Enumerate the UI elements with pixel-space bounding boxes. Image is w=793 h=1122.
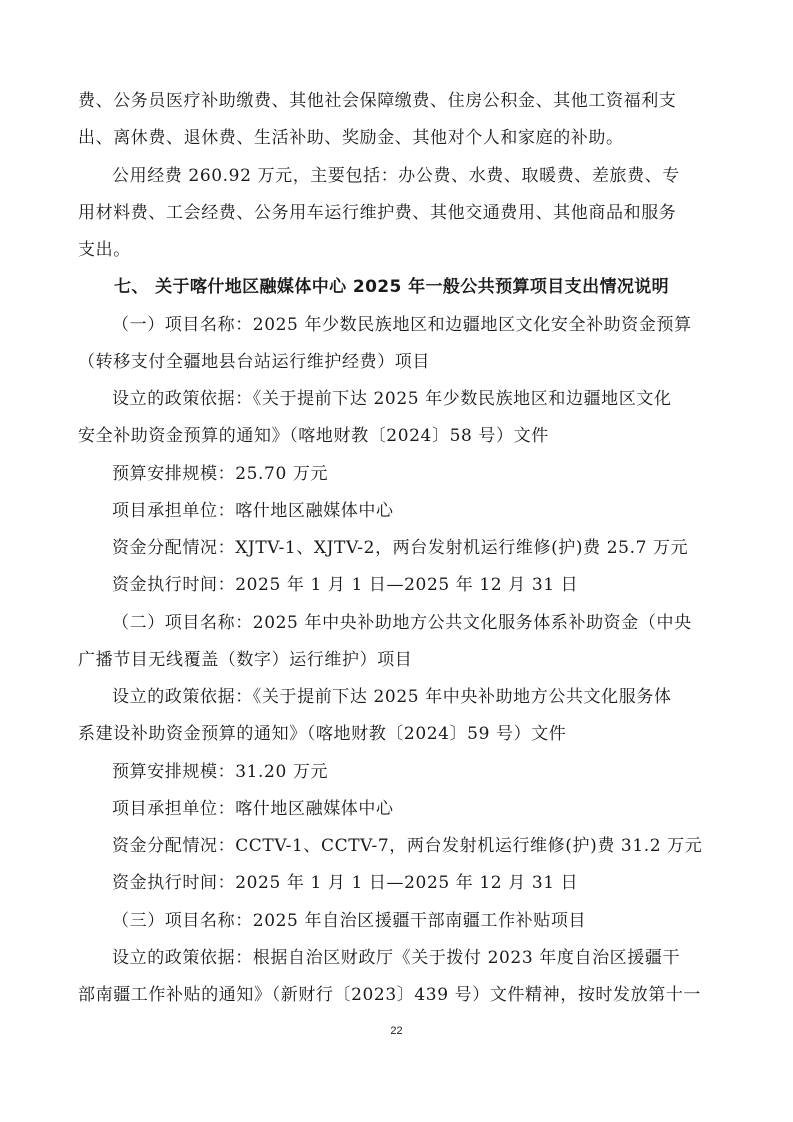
- text-line: 部南疆工作补贴的通知》（新财行〔2023〕439 号）文件精神，按时发放第十一: [78, 985, 702, 1005]
- text-line: 资金分配情况：CCTV-1、CCTV-7，两台发射机运行维修(护)费 31.2 万元: [112, 836, 703, 856]
- text-line: 资金执行时间：2025 年 1 月 1 日—2025 年 12 月 31 日: [112, 575, 579, 595]
- text-line: 出、离休费、退休费、生活补助、奖励金、其他对个人和家庭的补助。: [78, 128, 624, 148]
- text-line: 系建设补助资金预算的通知》（喀地财教〔2024〕59 号）文件: [78, 724, 567, 744]
- text-line: 安全补助资金预算的通知》（喀地财教〔2024〕58 号）文件: [78, 426, 549, 446]
- text-line: 设立的政策依据：根据自治区财政厅《关于拨付 2023 年度自治区援疆干: [112, 948, 681, 968]
- text-line: （转移支付全疆地县台站运行维护经费）项目: [78, 352, 430, 372]
- text-line: 预算安排规模：31.20 万元: [112, 762, 329, 782]
- text-line: 广播节目无线覆盖（数字）运行维护）项目: [78, 650, 413, 670]
- text-line: 费、公务员医疗补助缴费、其他社会保障缴费、住房公积金、其他工资福利支: [78, 91, 677, 111]
- text-line: 支出。: [78, 240, 131, 260]
- text-line: 预算安排规模：25.70 万元: [112, 464, 329, 484]
- text-line: 设立的政策依据：《关于提前下达 2025 年中央补助地方公共文化服务体: [112, 687, 672, 707]
- text-line: 公用经费 260.92 万元，主要包括：办公费、水费、取暖费、差旅费、专: [112, 166, 680, 186]
- text-line: 资金执行时间：2025 年 1 月 1 日—2025 年 12 月 31 日: [112, 873, 579, 893]
- text-line: （二）项目名称：2025 年中央补助地方公共文化服务体系补助资金（中央: [112, 613, 692, 633]
- section-heading: 七、 关于喀什地区融媒体中心 2025 年一般公共预算项目支出情况说明: [114, 277, 670, 297]
- text-line: （三）项目名称：2025 年自治区援疆干部南疆工作补贴项目: [112, 911, 587, 931]
- text-line: （一）项目名称：2025 年少数民族地区和边疆地区文化安全补助资金预算: [112, 315, 692, 335]
- text-line: 项目承担单位：喀什地区融媒体中心: [112, 799, 394, 819]
- page-number: 22: [390, 1025, 403, 1037]
- text-line: 项目承担单位：喀什地区融媒体中心: [112, 501, 394, 521]
- text-line: 用材料费、工会经费、公务用车运行维护费、其他交通费用、其他商品和服务: [78, 203, 677, 223]
- text-line: 设立的政策依据：《关于提前下达 2025 年少数民族地区和边疆地区文化: [112, 389, 672, 409]
- text-line: 资金分配情况：XJTV-1、XJTV-2，两台发射机运行维修(护)费 25.7 万元: [112, 538, 689, 558]
